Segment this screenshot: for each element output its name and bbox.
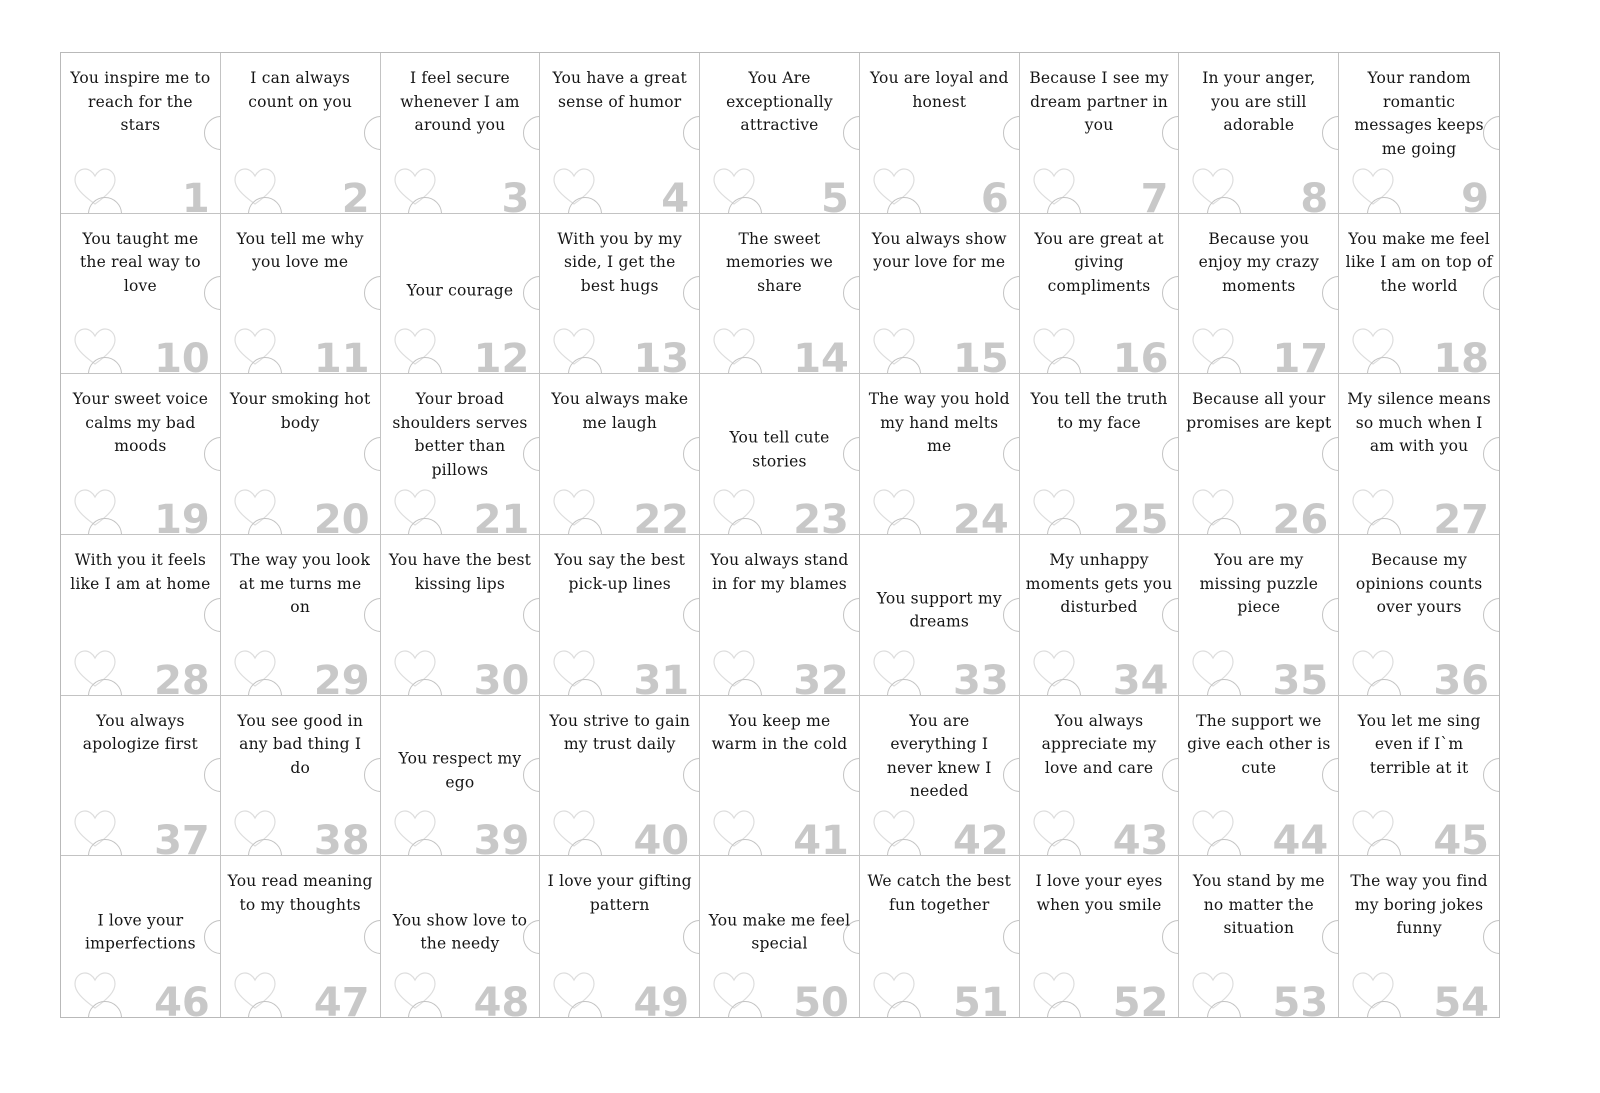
puzzle-piece-18[interactable] bbox=[1339, 214, 1499, 375]
puzzle-piece-27[interactable] bbox=[1339, 374, 1499, 535]
piece-number: 20 bbox=[313, 497, 370, 535]
piece-text: You inspire me to reach for the stars bbox=[70, 69, 211, 135]
piece-text: Your random romantic messages keeps me going bbox=[1354, 69, 1484, 158]
piece-number: 54 bbox=[1433, 980, 1489, 1017]
piece-number: 2 bbox=[341, 175, 370, 214]
puzzle-piece-17[interactable] bbox=[1179, 214, 1339, 375]
puzzle-piece-1[interactable] bbox=[61, 53, 221, 214]
puzzle-knob-right-icon bbox=[364, 276, 381, 310]
heart-icon bbox=[712, 649, 756, 689]
puzzle-knob-right-icon bbox=[1322, 437, 1339, 471]
piece-number: 39 bbox=[473, 818, 530, 857]
piece-text: You taught me the real way to love bbox=[79, 229, 201, 295]
piece-text: You have the best kissing lips bbox=[388, 551, 532, 593]
piece-number: 10 bbox=[154, 336, 210, 375]
puzzle-piece-11[interactable] bbox=[221, 214, 381, 375]
puzzle-piece-38[interactable] bbox=[221, 696, 381, 857]
piece-text: Because you enjoy my crazy moments bbox=[1198, 229, 1320, 295]
piece-text: You always show your love for me bbox=[871, 229, 1007, 272]
heart-icon bbox=[73, 971, 117, 1011]
puzzle-piece-44[interactable] bbox=[1179, 696, 1339, 857]
heart-icon bbox=[1032, 488, 1076, 528]
piece-text: Your sweet voice calms my bad moods bbox=[72, 390, 209, 456]
puzzle-piece-29[interactable] bbox=[221, 535, 381, 696]
piece-number: 13 bbox=[633, 336, 690, 375]
piece-number: 8 bbox=[1300, 175, 1329, 214]
puzzle-piece-20[interactable] bbox=[221, 374, 381, 535]
puzzle-knob-right-icon bbox=[843, 758, 860, 792]
heart-icon bbox=[1032, 649, 1076, 689]
puzzle-piece-45[interactable] bbox=[1339, 696, 1499, 857]
piece-text: You show love to the needy bbox=[392, 911, 528, 953]
puzzle-piece-35[interactable] bbox=[1179, 535, 1339, 696]
piece-text: Your broad shoulders serves better than pillows bbox=[392, 390, 528, 479]
heart-icon bbox=[393, 167, 437, 207]
piece-number: 41 bbox=[793, 818, 849, 857]
puzzle-piece-14[interactable] bbox=[700, 214, 860, 375]
piece-number: 30 bbox=[473, 657, 530, 696]
puzzle-knob-right-icon bbox=[683, 437, 700, 471]
piece-number: 36 bbox=[1433, 657, 1489, 696]
piece-text: You tell the truth to my face bbox=[1030, 390, 1168, 432]
heart-icon bbox=[1032, 809, 1076, 849]
heart-icon bbox=[712, 809, 756, 849]
heart-icon bbox=[233, 327, 277, 367]
heart-icon bbox=[552, 167, 596, 207]
piece-text: Your courage bbox=[406, 281, 514, 300]
heart-icon bbox=[1191, 167, 1235, 207]
piece-text: You let me sing even if I`m terrible at it bbox=[1357, 711, 1481, 777]
piece-number: 45 bbox=[1433, 818, 1489, 857]
puzzle-knob-right-icon bbox=[1162, 920, 1179, 954]
puzzle-piece-46[interactable] bbox=[61, 856, 221, 1017]
puzzle-knob-right-icon bbox=[1003, 276, 1020, 310]
puzzle-knob-right-icon bbox=[683, 758, 700, 792]
piece-number: 42 bbox=[952, 818, 1009, 857]
piece-text: You say the best pick-up lines bbox=[554, 551, 686, 593]
puzzle-piece-12[interactable] bbox=[381, 214, 541, 375]
piece-text: I can always count on you bbox=[248, 69, 353, 111]
puzzle-piece-19[interactable] bbox=[61, 374, 221, 535]
puzzle-piece-51[interactable] bbox=[860, 856, 1020, 1017]
piece-number: 46 bbox=[154, 980, 210, 1017]
piece-number: 43 bbox=[1112, 818, 1169, 857]
piece-text: You tell me why you love me bbox=[236, 229, 364, 272]
puzzle-piece-7[interactable] bbox=[1020, 53, 1180, 214]
piece-number: 38 bbox=[313, 818, 370, 857]
piece-number: 4 bbox=[661, 175, 690, 214]
heart-icon bbox=[233, 488, 277, 528]
piece-text: You are my missing puzzle piece bbox=[1199, 551, 1319, 617]
puzzle-piece-16[interactable] bbox=[1020, 214, 1180, 375]
piece-text: We catch the best fun together bbox=[867, 872, 1012, 914]
heart-icon bbox=[1032, 167, 1076, 207]
piece-number: 7 bbox=[1140, 175, 1169, 214]
piece-text: You Are exceptionally attractive bbox=[726, 69, 833, 135]
heart-icon bbox=[393, 488, 437, 528]
piece-number: 28 bbox=[154, 657, 210, 696]
puzzle-piece-26[interactable] bbox=[1179, 374, 1339, 535]
heart-icon bbox=[552, 971, 596, 1011]
puzzle-knob-right-icon bbox=[843, 598, 860, 632]
piece-text: You respect my ego bbox=[398, 750, 522, 792]
puzzle-knob-right-icon bbox=[683, 598, 700, 632]
heart-icon bbox=[1351, 488, 1395, 528]
puzzle-piece-6[interactable] bbox=[860, 53, 1020, 214]
heart-icon bbox=[73, 167, 117, 207]
puzzle-knob-right-icon bbox=[364, 116, 381, 150]
heart-icon bbox=[872, 327, 916, 367]
puzzle-piece-54[interactable] bbox=[1339, 856, 1499, 1017]
puzzle-piece-28[interactable] bbox=[61, 535, 221, 696]
piece-text: With you it feels like I am at home bbox=[70, 551, 211, 593]
piece-number: 25 bbox=[1112, 497, 1169, 535]
puzzle-piece-15[interactable] bbox=[860, 214, 1020, 375]
heart-icon bbox=[1351, 971, 1395, 1011]
piece-text: You are loyal and honest bbox=[869, 69, 1009, 111]
puzzle-piece-2[interactable] bbox=[221, 53, 381, 214]
piece-number: 53 bbox=[1272, 980, 1329, 1017]
heart-icon bbox=[1191, 649, 1235, 689]
puzzle-piece-41[interactable] bbox=[700, 696, 860, 857]
heart-icon bbox=[712, 488, 756, 528]
piece-text: I love your eyes when you smile bbox=[1035, 872, 1163, 914]
piece-text: You make me feel special bbox=[708, 911, 851, 953]
piece-number: 22 bbox=[633, 497, 690, 535]
piece-text: You are everything I never knew I needed bbox=[886, 711, 992, 801]
puzzle-piece-31[interactable] bbox=[540, 535, 700, 696]
puzzle-knob-right-icon bbox=[204, 758, 221, 792]
heart-icon bbox=[872, 809, 916, 849]
puzzle-piece-49[interactable] bbox=[540, 856, 700, 1017]
piece-number: 19 bbox=[154, 497, 210, 535]
piece-number: 16 bbox=[1112, 336, 1169, 375]
heart-icon bbox=[712, 167, 756, 207]
piece-number: 12 bbox=[473, 336, 530, 375]
piece-text: Because all your promises are kept bbox=[1186, 390, 1332, 432]
piece-number: 48 bbox=[473, 980, 530, 1017]
piece-number: 6 bbox=[980, 175, 1009, 214]
piece-text: I love your gifting pattern bbox=[547, 872, 692, 914]
piece-text: I feel secure whenever I am around you bbox=[400, 69, 520, 135]
puzzle-piece-25[interactable] bbox=[1020, 374, 1180, 535]
heart-icon bbox=[393, 327, 437, 367]
puzzle-knob-right-icon bbox=[683, 920, 700, 954]
piece-text: The way you look at me turns me on bbox=[230, 551, 371, 617]
heart-icon bbox=[872, 167, 916, 207]
piece-text: You make me feel like I am on top of the world bbox=[1345, 229, 1493, 295]
piece-text: Your smoking hot body bbox=[229, 390, 371, 432]
puzzle-grid bbox=[61, 53, 1499, 1017]
puzzle-piece-40[interactable] bbox=[540, 696, 700, 857]
heart-icon bbox=[233, 971, 277, 1011]
piece-number: 35 bbox=[1272, 657, 1329, 696]
puzzle-piece-3[interactable] bbox=[381, 53, 541, 214]
piece-text: In your anger, you are still adorable bbox=[1202, 69, 1316, 135]
piece-text: You keep me warm in the cold bbox=[711, 711, 848, 754]
heart-icon bbox=[872, 649, 916, 689]
piece-text: My silence means so much when I am with you bbox=[1347, 390, 1491, 456]
piece-text: You see good in any bad thing I do bbox=[237, 711, 364, 777]
piece-number: 33 bbox=[952, 657, 1009, 696]
piece-text: You have a great sense of humor bbox=[552, 69, 687, 111]
heart-icon bbox=[1191, 809, 1235, 849]
puzzle-piece-30[interactable] bbox=[381, 535, 541, 696]
piece-text: My unhappy moments gets you disturbed bbox=[1025, 551, 1173, 617]
piece-number: 49 bbox=[633, 980, 690, 1017]
puzzle-knob-right-icon bbox=[364, 437, 381, 471]
puzzle-knob-right-icon bbox=[204, 598, 221, 632]
puzzle-piece-4[interactable] bbox=[540, 53, 700, 214]
heart-icon bbox=[552, 488, 596, 528]
puzzle-piece-32[interactable] bbox=[700, 535, 860, 696]
piece-number: 11 bbox=[313, 336, 370, 375]
heart-icon bbox=[233, 167, 277, 207]
piece-number: 34 bbox=[1112, 657, 1169, 696]
puzzle-piece-47[interactable] bbox=[221, 856, 381, 1017]
heart-icon bbox=[872, 488, 916, 528]
piece-number: 47 bbox=[313, 980, 370, 1017]
piece-number: 18 bbox=[1433, 336, 1489, 375]
piece-number: 51 bbox=[952, 980, 1009, 1017]
puzzle-piece-21[interactable] bbox=[381, 374, 541, 535]
piece-number: 14 bbox=[793, 336, 849, 375]
piece-text: The sweet memories we share bbox=[726, 229, 833, 295]
piece-text: The support we give each other is cute bbox=[1187, 711, 1331, 777]
heart-icon bbox=[233, 809, 277, 849]
piece-text: You always apologize first bbox=[82, 711, 198, 754]
puzzle-piece-48[interactable] bbox=[381, 856, 541, 1017]
puzzle-piece-10[interactable] bbox=[61, 214, 221, 375]
piece-number: 37 bbox=[154, 818, 210, 857]
puzzle-piece-34[interactable] bbox=[1020, 535, 1180, 696]
piece-number: 3 bbox=[501, 175, 530, 214]
puzzle-piece-24[interactable] bbox=[860, 374, 1020, 535]
heart-icon bbox=[1351, 327, 1395, 367]
puzzle-knob-right-icon bbox=[1003, 116, 1020, 150]
heart-icon bbox=[712, 327, 756, 367]
heart-icon bbox=[552, 649, 596, 689]
piece-text: The way you find my boring jokes funny bbox=[1350, 872, 1488, 938]
heart-icon bbox=[73, 327, 117, 367]
piece-text: You are great at giving compliments bbox=[1034, 229, 1164, 295]
piece-text: You read meaning to my thoughts bbox=[227, 872, 373, 914]
heart-icon bbox=[73, 488, 117, 528]
puzzle-piece-23[interactable] bbox=[700, 374, 860, 535]
piece-text: You always make me laugh bbox=[551, 390, 689, 432]
piece-text: I love your imperfections bbox=[84, 911, 196, 953]
puzzle-piece-33[interactable] bbox=[860, 535, 1020, 696]
piece-number: 15 bbox=[952, 336, 1009, 375]
heart-icon bbox=[393, 649, 437, 689]
piece-text: You always appreciate my love and care bbox=[1041, 711, 1157, 777]
puzzle-piece-9[interactable] bbox=[1339, 53, 1499, 214]
piece-number: 50 bbox=[793, 980, 849, 1017]
piece-text: The way you hold my hand melts me bbox=[868, 390, 1010, 456]
puzzle-piece-22[interactable] bbox=[540, 374, 700, 535]
piece-number: 26 bbox=[1272, 497, 1329, 535]
piece-text: You stand by me no matter the situation bbox=[1192, 872, 1325, 938]
puzzle-knob-right-icon bbox=[683, 116, 700, 150]
heart-icon bbox=[1191, 327, 1235, 367]
puzzle-piece-5[interactable] bbox=[700, 53, 860, 214]
piece-number: 52 bbox=[1112, 980, 1169, 1017]
piece-number: 21 bbox=[473, 497, 530, 535]
heart-icon bbox=[1351, 167, 1395, 207]
puzzle-piece-8[interactable] bbox=[1179, 53, 1339, 214]
heart-icon bbox=[1351, 649, 1395, 689]
heart-icon bbox=[393, 971, 437, 1011]
puzzle-knob-right-icon bbox=[1003, 920, 1020, 954]
piece-text: You strive to gain my trust daily bbox=[549, 711, 691, 754]
puzzle-piece-13[interactable] bbox=[540, 214, 700, 375]
puzzle-knob-right-icon bbox=[1162, 437, 1179, 471]
heart-icon bbox=[1032, 971, 1076, 1011]
heart-icon bbox=[1191, 488, 1235, 528]
piece-text: With you by my side, I get the best hugs bbox=[557, 229, 683, 295]
puzzle-knob-right-icon bbox=[364, 920, 381, 954]
piece-number: 44 bbox=[1272, 818, 1329, 857]
piece-number: 1 bbox=[181, 175, 210, 214]
piece-text: Because my opinions counts over yours bbox=[1355, 551, 1483, 617]
piece-text: Because I see my dream partner in you bbox=[1029, 69, 1169, 135]
piece-number: 17 bbox=[1272, 336, 1329, 375]
puzzle-piece-50[interactable] bbox=[700, 856, 860, 1017]
heart-icon bbox=[1351, 809, 1395, 849]
heart-icon bbox=[233, 649, 277, 689]
piece-number: 29 bbox=[313, 657, 370, 696]
piece-number: 9 bbox=[1461, 175, 1489, 214]
heart-icon bbox=[552, 809, 596, 849]
puzzle-piece-43[interactable] bbox=[1020, 696, 1180, 857]
puzzle-piece-52[interactable] bbox=[1020, 856, 1180, 1017]
piece-number: 5 bbox=[821, 175, 849, 214]
heart-icon bbox=[73, 809, 117, 849]
piece-text: You always stand in for my blames bbox=[710, 551, 849, 593]
heart-icon bbox=[1032, 327, 1076, 367]
heart-icon bbox=[712, 971, 756, 1011]
puzzle-piece-39[interactable] bbox=[381, 696, 541, 857]
puzzle-piece-53[interactable] bbox=[1179, 856, 1339, 1017]
heart-icon bbox=[393, 809, 437, 849]
piece-text: You support my dreams bbox=[876, 589, 1002, 632]
heart-icon bbox=[872, 971, 916, 1011]
piece-number: 24 bbox=[952, 497, 1009, 535]
puzzle-piece-36[interactable] bbox=[1339, 535, 1499, 696]
puzzle-piece-37[interactable] bbox=[61, 696, 221, 857]
heart-icon bbox=[552, 327, 596, 367]
piece-number: 31 bbox=[633, 657, 690, 696]
puzzle-knob-right-icon bbox=[523, 598, 540, 632]
piece-number: 32 bbox=[793, 657, 849, 696]
piece-number: 23 bbox=[793, 497, 849, 535]
puzzle-piece-42[interactable] bbox=[860, 696, 1020, 857]
puzzle-board bbox=[60, 52, 1500, 1018]
heart-icon bbox=[73, 649, 117, 689]
heart-icon bbox=[1191, 971, 1235, 1011]
piece-number: 40 bbox=[633, 818, 690, 857]
piece-number: 27 bbox=[1433, 497, 1489, 535]
piece-text: You tell cute stories bbox=[729, 428, 830, 471]
